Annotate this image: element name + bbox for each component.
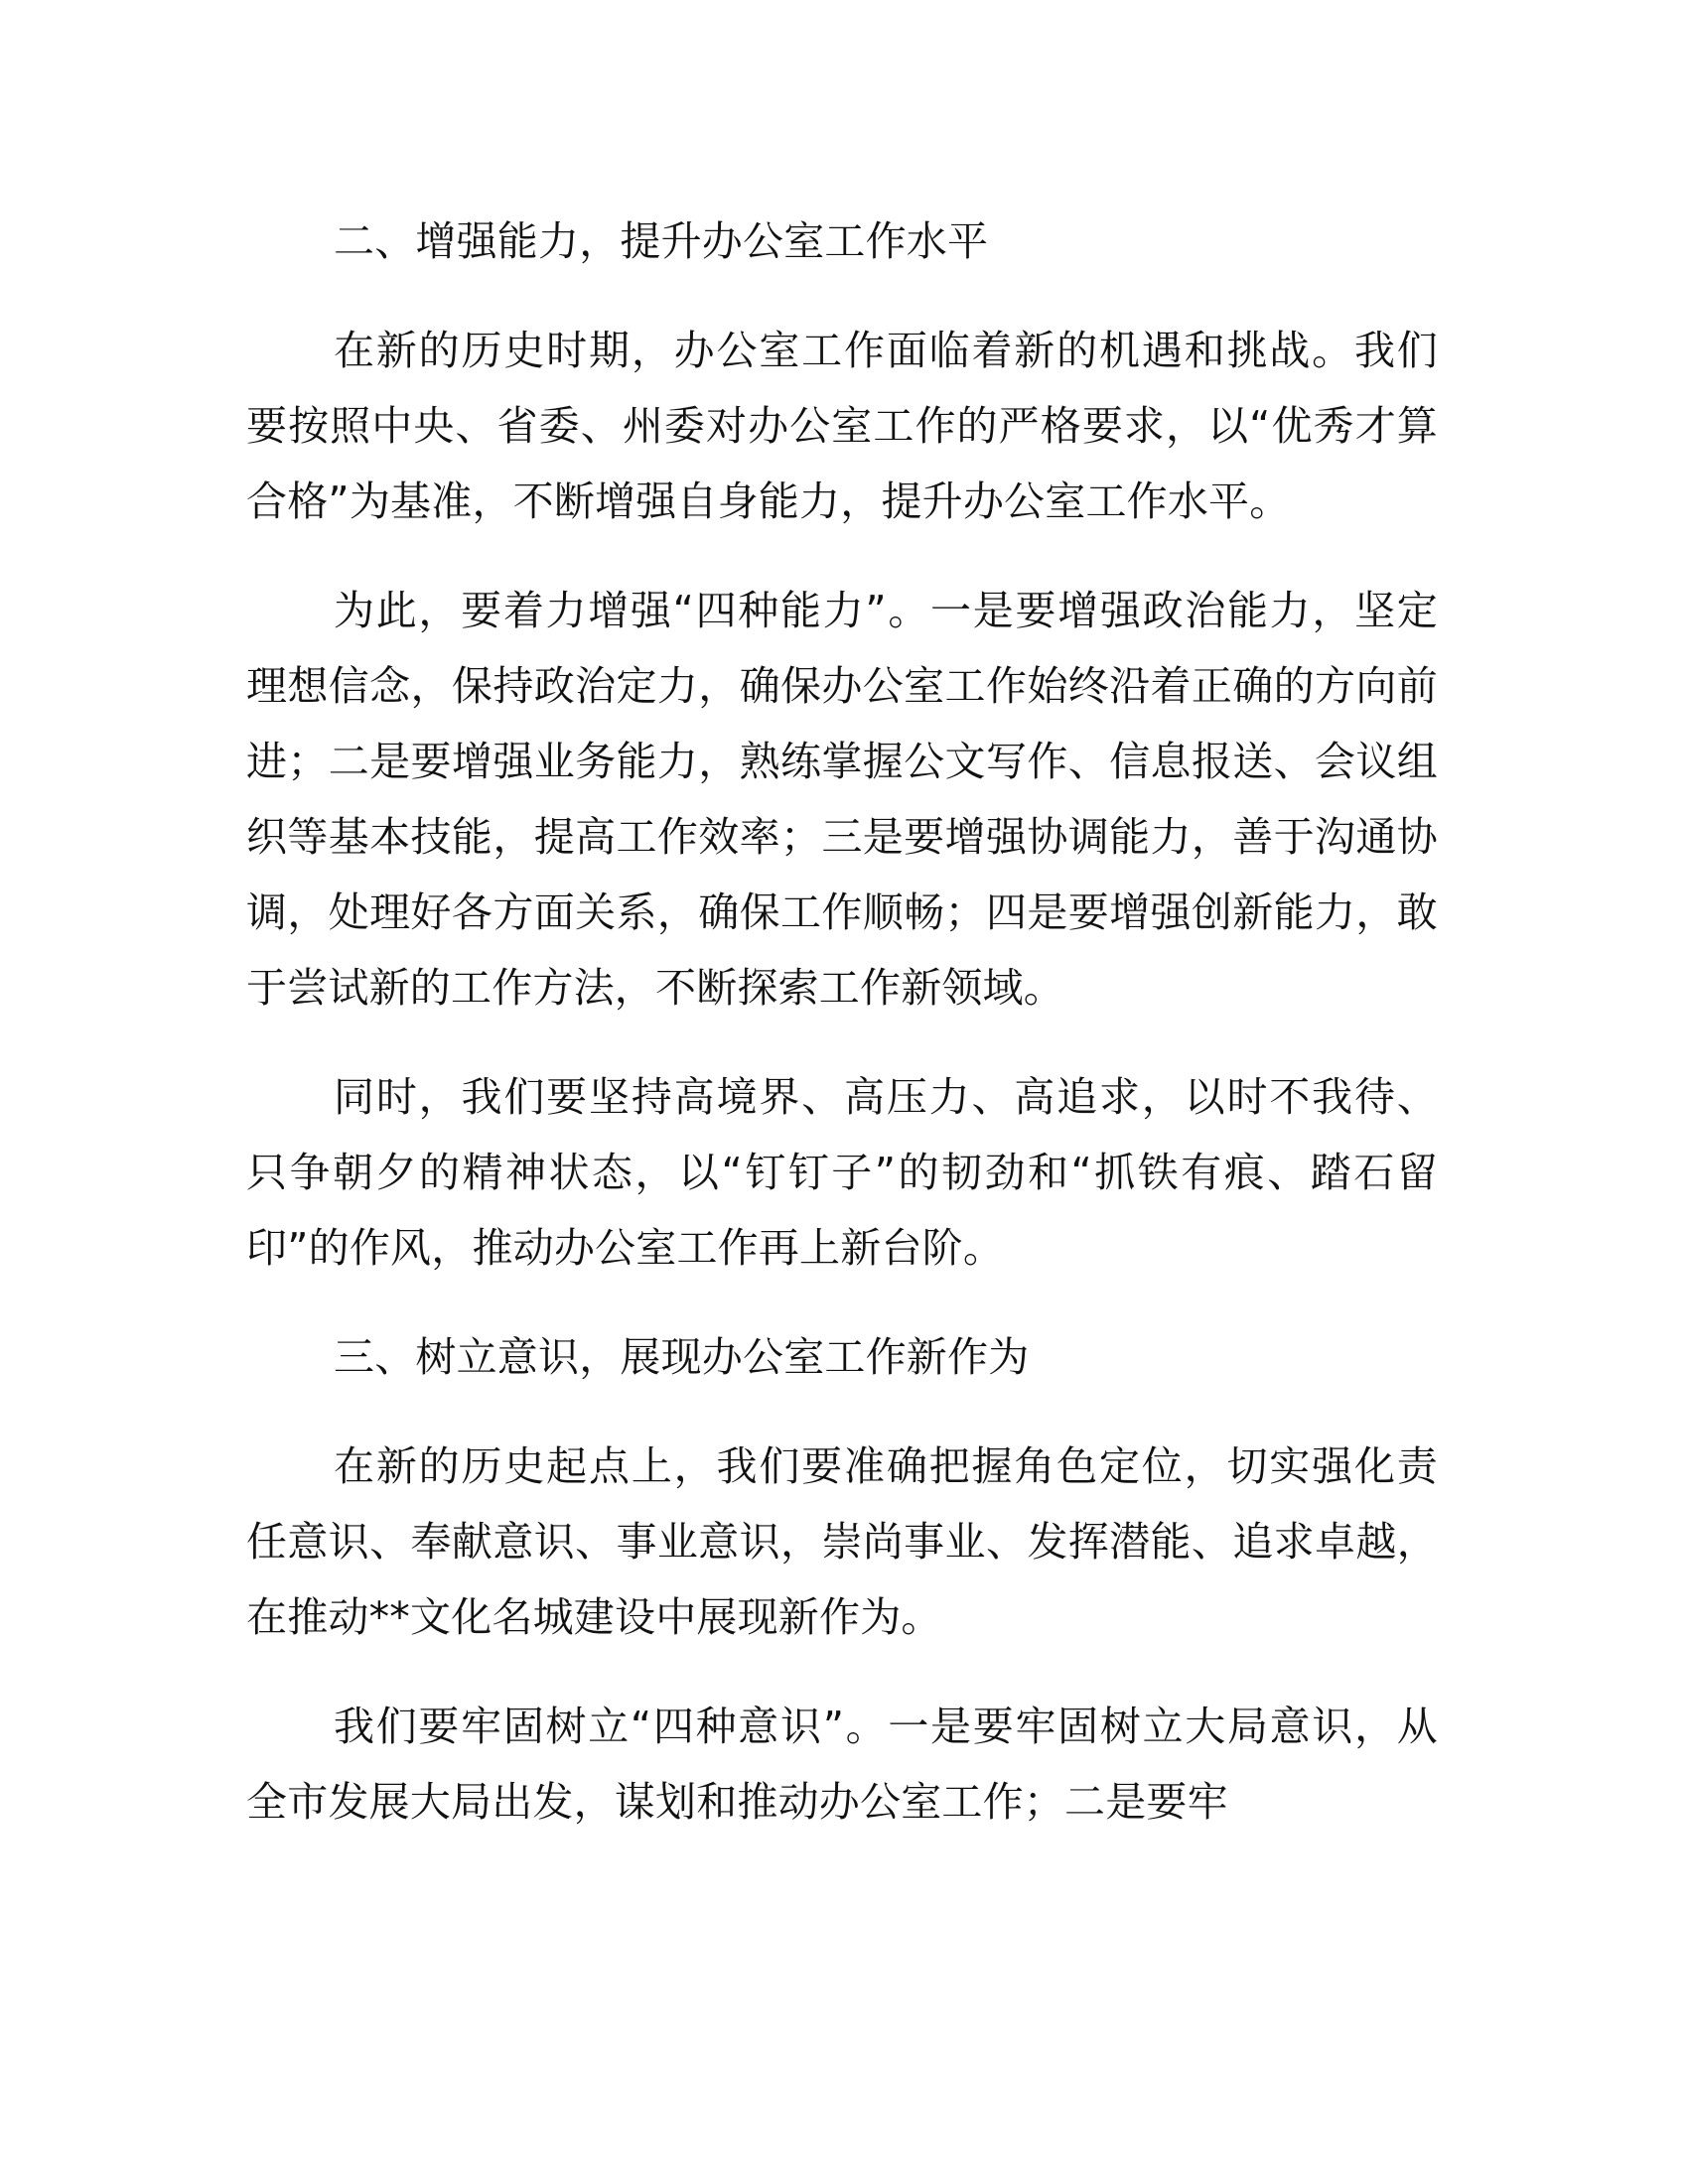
section-heading-3: 三、树立意识，展现办公室工作新作为 — [334, 1333, 1030, 1381]
paragraph-2: 为此，要着力增强“四种能力”。一是要增强政治能力，坚定理想信念，保持政治定力，确保办公室工作始终沿着正确的方向前进；二是要增强业务能力，熟练掌握公文写作、信息报送、会议组织等基本技能，提高工作效率；三是要增强协调能力，善于沟通协调，处理好各方面关系，确保工作顺畅；四是要增强创新能力，敢于尝试新的工作方法，不断探索工作新领域。 — [246, 587, 1438, 1012]
document-body — [246, 204, 1438, 1873]
paragraph-5: 我们要牢固树立“四种意识”。一是要牢固树立大局意识，从全市发展大局出发，谋划和推动办公室工作；二是要牢 — [246, 1703, 1438, 1826]
paragraph-3: 同时，我们要坚持高境界、高压力、高追求，以时不我待、只争朝夕的精神状态，以“钉钉子”的韧劲和“抓铁有痕、踏石留印”的作风，推动办公室工作再上新台阶。 — [246, 1073, 1438, 1272]
section-heading-2: 二、增强能力，提升办公室工作水平 — [334, 217, 989, 265]
paragraph-1: 在新的历史时期，办公室工作面临着新的机遇和挑战。我们要按照中央、省委、州委对办公室工作的严格要求，以“优秀才算合格”为基准，不断增强自身能力，提升办公室工作水平。 — [246, 327, 1438, 525]
paragraph-4: 在新的历史起点上，我们要准确把握角色定位，切实强化责任意识、奉献意识、事业意识，崇尚事业、发挥潜能、追求卓越，在推动**文化名城建设中展现新作为。 — [246, 1442, 1438, 1641]
